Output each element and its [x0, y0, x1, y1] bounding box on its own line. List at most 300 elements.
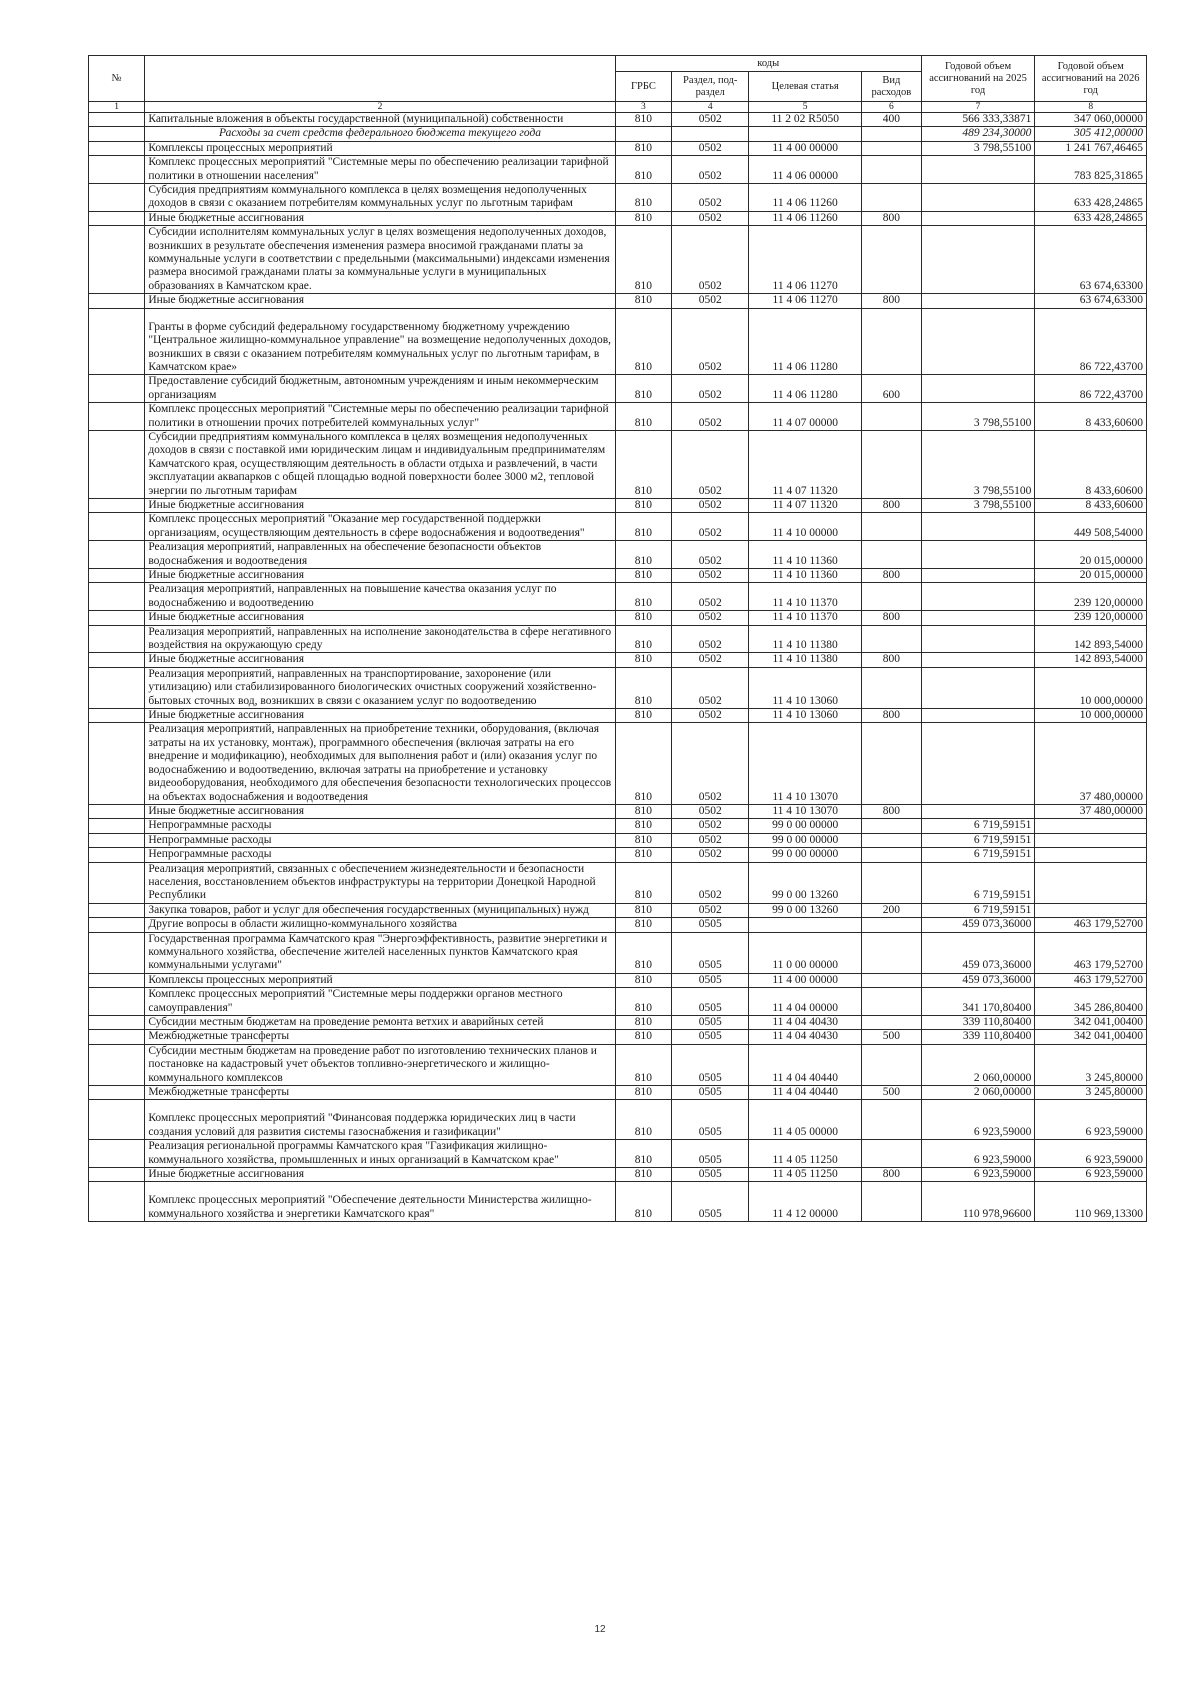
target-article-cell: 11 4 06 11270 — [749, 294, 862, 308]
grbs-cell: 810 — [615, 513, 671, 541]
grbs-cell: 810 — [615, 308, 671, 375]
grbs-cell: 810 — [615, 819, 671, 833]
row-name-cell: Капитальные вложения в объекты государственной (муниципальной) собственности — [145, 113, 615, 127]
amount-2026-cell: 463 179,52700 — [1035, 918, 1147, 932]
razdel-cell: 0502 — [672, 141, 749, 155]
expense-type-cell: 800 — [862, 653, 922, 667]
target-article-cell: 11 2 02 R5050 — [749, 113, 862, 127]
grbs-cell: 810 — [615, 1140, 671, 1168]
grbs-cell: 810 — [615, 1044, 671, 1085]
row-number-cell — [89, 141, 145, 155]
row-number-cell — [89, 918, 145, 932]
row-name-cell: Реализация мероприятий, направленных на обеспечение безопасности объектов водоснабжения и водоотведения — [145, 541, 615, 569]
amount-2026-cell: 37 480,00000 — [1035, 804, 1147, 818]
row-name-cell: Межбюджетные трансферты — [145, 1030, 615, 1044]
target-article-cell: 11 4 05 00000 — [749, 1100, 862, 1140]
razdel-cell: 0505 — [672, 1140, 749, 1168]
expense-type-cell — [862, 973, 922, 987]
row-name-cell: Субсидии местным бюджетам на проведение работ по изготовлению технических планов и постановке на кадастровый учет объектов топливно-энергетического и жилищно-коммунального комплексов — [145, 1044, 615, 1085]
row-number-cell — [89, 833, 145, 847]
grbs-cell: 810 — [615, 375, 671, 403]
row-number-cell — [89, 988, 145, 1016]
grbs-cell: 810 — [615, 294, 671, 308]
expense-type-cell — [862, 156, 922, 184]
amount-2025-cell: 459 073,36000 — [921, 918, 1035, 932]
grbs-cell: 810 — [615, 113, 671, 127]
razdel-cell: 0505 — [672, 1044, 749, 1085]
grbs-cell: 810 — [615, 498, 671, 512]
grbs-cell: 810 — [615, 1168, 671, 1182]
row-number-cell — [89, 625, 145, 653]
amount-2026-cell: 6 923,59000 — [1035, 1100, 1147, 1140]
amount-2025-cell: 6 719,59151 — [921, 862, 1035, 903]
amount-2025-cell — [921, 541, 1035, 569]
amount-2026-cell: 142 893,54000 — [1035, 653, 1147, 667]
amount-2025-cell — [921, 156, 1035, 184]
razdel-cell: 0502 — [672, 804, 749, 818]
amount-2026-cell — [1035, 833, 1147, 847]
grbs-cell: 810 — [615, 211, 671, 225]
amount-2025-cell — [921, 583, 1035, 611]
razdel-cell: 0505 — [672, 1168, 749, 1182]
table-row — [89, 1016, 1147, 1030]
row-number-cell — [89, 1100, 145, 1140]
target-article-cell: 11 4 04 40430 — [749, 1030, 862, 1044]
row-number-cell — [89, 862, 145, 903]
target-article-cell: 11 4 04 40440 — [749, 1086, 862, 1100]
expense-type-cell: 800 — [862, 498, 922, 512]
table-row — [89, 211, 1147, 225]
target-article-cell — [749, 918, 862, 932]
target-article-cell: 11 4 10 11360 — [749, 541, 862, 569]
table-row — [89, 541, 1147, 569]
expense-type-cell — [862, 1140, 922, 1168]
index-cell: 6 — [862, 102, 922, 113]
table-row — [89, 1140, 1147, 1168]
row-number-cell — [89, 1016, 145, 1030]
amount-2025-cell: 6 719,59151 — [921, 903, 1035, 917]
amount-2025-cell: 3 798,55100 — [921, 498, 1035, 512]
table-body — [89, 113, 1147, 1222]
row-name-cell: Реализация мероприятий, связанных с обеспечением жизнедеятельности и безопасности населения, восстановлением объектов инфраструктуры на территории Донецкой Народной Республики — [145, 862, 615, 903]
amount-2025-cell — [921, 611, 1035, 625]
grbs-cell: 810 — [615, 184, 671, 212]
amount-2025-cell: 566 333,33871 — [921, 113, 1035, 127]
amount-2025-cell — [921, 569, 1035, 583]
row-number-cell — [89, 723, 145, 804]
amount-2026-cell: 10 000,00000 — [1035, 667, 1147, 708]
table-row — [89, 833, 1147, 847]
grbs-cell: 810 — [615, 541, 671, 569]
amount-2025-cell: 6 719,59151 — [921, 848, 1035, 862]
table-row — [89, 819, 1147, 833]
header-2025: Годовой объем ассигнований на 2025 год — [921, 56, 1035, 102]
table-row — [89, 184, 1147, 212]
row-name-cell: Реализация мероприятий, направленных на повышение качества оказания услуг по водоснабжению и водоотведению — [145, 583, 615, 611]
target-article-cell: 11 4 05 11250 — [749, 1140, 862, 1168]
expense-type-cell — [862, 862, 922, 903]
amount-2026-cell — [1035, 848, 1147, 862]
table-row — [89, 403, 1147, 431]
amount-2026-cell: 342 041,00400 — [1035, 1030, 1147, 1044]
row-name-cell: Иные бюджетные ассигнования — [145, 211, 615, 225]
table-row — [89, 294, 1147, 308]
grbs-cell: 810 — [615, 569, 671, 583]
row-number-cell — [89, 403, 145, 431]
row-name-cell: Иные бюджетные ассигнования — [145, 611, 615, 625]
grbs-cell: 810 — [615, 833, 671, 847]
page-number: 12 — [594, 1624, 606, 1635]
header-expense-type: Вид расходов — [862, 72, 922, 102]
table-row — [89, 611, 1147, 625]
header-razdel: Раздел, под-раздел — [672, 72, 749, 102]
expense-type-cell — [862, 541, 922, 569]
razdel-cell: 0502 — [672, 625, 749, 653]
target-article-cell: 11 4 06 11280 — [749, 375, 862, 403]
row-number-cell — [89, 541, 145, 569]
amount-2026-cell: 342 041,00400 — [1035, 1016, 1147, 1030]
amount-2026-cell: 239 120,00000 — [1035, 583, 1147, 611]
target-article-cell: 11 4 04 40430 — [749, 1016, 862, 1030]
amount-2026-cell: 86 722,43700 — [1035, 375, 1147, 403]
table-row — [89, 569, 1147, 583]
target-article-cell: 11 4 10 13070 — [749, 804, 862, 818]
target-article-cell: 11 4 12 00000 — [749, 1182, 862, 1222]
target-article-cell: 11 4 06 11260 — [749, 184, 862, 212]
row-name-cell: Субсидии местным бюджетам на проведение ремонта ветхих и аварийных сетей — [145, 1016, 615, 1030]
header-2026: Годовой объем ассигнований на 2026 год — [1035, 56, 1147, 102]
target-article-cell: 11 4 04 40440 — [749, 1044, 862, 1085]
expense-type-cell — [862, 184, 922, 212]
row-name-cell: Непрограммные расходы — [145, 819, 615, 833]
row-number-cell — [89, 294, 145, 308]
target-article-cell — [749, 127, 862, 141]
row-name-cell: Комплекс процессных мероприятий "Системные меры по обеспечению реализации тарифной политики в отношении населения" — [145, 156, 615, 184]
grbs-cell: 810 — [615, 973, 671, 987]
razdel-cell: 0502 — [672, 709, 749, 723]
grbs-cell: 810 — [615, 156, 671, 184]
amount-2026-cell: 86 722,43700 — [1035, 308, 1147, 375]
row-number-cell — [89, 430, 145, 498]
amount-2026-cell: 6 923,59000 — [1035, 1140, 1147, 1168]
index-cell: 4 — [672, 102, 749, 113]
row-name-cell: Субсидия предприятиям коммунального комплекса в целях возмещения недополученных доходов в связи с оказанием потребителям коммунальных услуг по льготным тарифам — [145, 184, 615, 212]
row-name-cell: Комплекс процессных мероприятий "Финансовая поддержка юридических лиц в части создания условий для развития системы газоснабжения и газификации" — [145, 1100, 615, 1140]
row-number-cell — [89, 848, 145, 862]
row-name-cell: Комплекс процессных мероприятий "Системные меры поддержки органов местного самоуправления" — [145, 988, 615, 1016]
table-row — [89, 1086, 1147, 1100]
grbs-cell: 810 — [615, 667, 671, 708]
row-number-cell — [89, 1140, 145, 1168]
amount-2025-cell: 341 170,80400 — [921, 988, 1035, 1016]
row-name-cell: Иные бюджетные ассигнования — [145, 498, 615, 512]
expense-type-cell — [862, 667, 922, 708]
amount-2025-cell: 459 073,36000 — [921, 973, 1035, 987]
expense-type-cell — [862, 1100, 922, 1140]
row-name-cell: Реализация мероприятий, направленных на исполнение законодательства в сфере негативного воздействия на окружающую среду — [145, 625, 615, 653]
target-article-cell: 11 4 10 11380 — [749, 625, 862, 653]
razdel-cell: 0502 — [672, 211, 749, 225]
amount-2026-cell: 305 412,00000 — [1035, 127, 1147, 141]
table-row — [89, 583, 1147, 611]
table-row — [89, 667, 1147, 708]
amount-2026-cell: 10 000,00000 — [1035, 709, 1147, 723]
table-row — [89, 308, 1147, 375]
expense-type-cell: 200 — [862, 903, 922, 917]
row-name-cell: Иные бюджетные ассигнования — [145, 569, 615, 583]
razdel-cell: 0505 — [672, 932, 749, 973]
expense-type-cell — [862, 583, 922, 611]
amount-2026-cell: 8 433,60600 — [1035, 403, 1147, 431]
expense-type-cell — [862, 848, 922, 862]
amount-2026-cell: 3 245,80000 — [1035, 1044, 1147, 1085]
expense-type-cell: 800 — [862, 569, 922, 583]
table-row — [89, 932, 1147, 973]
amount-2026-cell: 8 433,60600 — [1035, 430, 1147, 498]
row-number-cell — [89, 156, 145, 184]
target-article-cell: 99 0 00 13260 — [749, 903, 862, 917]
expense-type-cell — [862, 141, 922, 155]
row-name-cell: Иные бюджетные ассигнования — [145, 653, 615, 667]
expense-type-cell: 800 — [862, 804, 922, 818]
amount-2025-cell: 3 798,55100 — [921, 430, 1035, 498]
table-row — [89, 903, 1147, 917]
razdel-cell: 0502 — [672, 308, 749, 375]
grbs-cell: 810 — [615, 583, 671, 611]
expense-type-cell — [862, 308, 922, 375]
row-name-cell: Непрограммные расходы — [145, 833, 615, 847]
grbs-cell: 810 — [615, 1016, 671, 1030]
target-article-cell: 11 4 07 11320 — [749, 430, 862, 498]
target-article-cell: 11 4 07 11320 — [749, 498, 862, 512]
expense-type-cell — [862, 1016, 922, 1030]
target-article-cell: 11 4 10 00000 — [749, 513, 862, 541]
amount-2025-cell — [921, 513, 1035, 541]
table-row — [89, 862, 1147, 903]
row-name-cell: Межбюджетные трансферты — [145, 1086, 615, 1100]
row-name-cell: Комплексы процессных мероприятий — [145, 141, 615, 155]
row-name-cell: Комплекс процессных мероприятий "Оказание мер государственной поддержки организациям, осуществляющим деятельность в сфере водоснабжения и водоотведения" — [145, 513, 615, 541]
amount-2025-cell: 2 060,00000 — [921, 1086, 1035, 1100]
row-number-cell — [89, 1168, 145, 1182]
row-number-cell — [89, 513, 145, 541]
table-row — [89, 973, 1147, 987]
expense-type-cell: 800 — [862, 709, 922, 723]
amount-2025-cell: 6 719,59151 — [921, 819, 1035, 833]
expense-type-cell — [862, 226, 922, 294]
row-number-cell — [89, 127, 145, 141]
amount-2026-cell: 633 428,24865 — [1035, 211, 1147, 225]
target-article-cell: 11 4 10 11370 — [749, 583, 862, 611]
target-article-cell: 11 4 10 13070 — [749, 723, 862, 804]
table-row — [89, 1182, 1147, 1222]
amount-2026-cell: 37 480,00000 — [1035, 723, 1147, 804]
index-cell: 7 — [921, 102, 1035, 113]
index-cell: 5 — [749, 102, 862, 113]
razdel-cell: 0502 — [672, 156, 749, 184]
amount-2025-cell: 489 234,30000 — [921, 127, 1035, 141]
razdel-cell — [672, 127, 749, 141]
row-number-cell — [89, 184, 145, 212]
row-number-cell — [89, 583, 145, 611]
expense-type-cell: 600 — [862, 375, 922, 403]
amount-2025-cell: 339 110,80400 — [921, 1016, 1035, 1030]
razdel-cell: 0502 — [672, 569, 749, 583]
razdel-cell: 0505 — [672, 1086, 749, 1100]
amount-2025-cell — [921, 184, 1035, 212]
row-name-cell: Комплекс процессных мероприятий "Системные меры по обеспечению реализации тарифной политики в отношении прочих потребителей коммунальных услуг" — [145, 403, 615, 431]
razdel-cell: 0502 — [672, 226, 749, 294]
amount-2025-cell: 2 060,00000 — [921, 1044, 1035, 1085]
amount-2026-cell — [1035, 862, 1147, 903]
header-index-row — [89, 102, 1147, 113]
target-article-cell: 99 0 00 13260 — [749, 862, 862, 903]
row-name-cell: Реализация мероприятий, направленных на транспортирование, захоронение (или утилизацию) или стабилизированного биологических очистных сооружений хозяйственно-бытовых сточных вод, возникших в связи с оказанием услуг по водоотведению — [145, 667, 615, 708]
grbs-cell: 810 — [615, 403, 671, 431]
row-name-cell: Непрограммные расходы — [145, 848, 615, 862]
razdel-cell: 0502 — [672, 403, 749, 431]
table-row — [89, 156, 1147, 184]
razdel-cell: 0502 — [672, 113, 749, 127]
amount-2025-cell — [921, 226, 1035, 294]
amount-2026-cell: 239 120,00000 — [1035, 611, 1147, 625]
grbs-cell: 810 — [615, 723, 671, 804]
row-name-cell: Комплекс процессных мероприятий "Обеспечение деятельности Министерства жилищно-коммунального хозяйства и энергетики Камчатского края" — [145, 1182, 615, 1222]
grbs-cell: 810 — [615, 709, 671, 723]
razdel-cell: 0502 — [672, 375, 749, 403]
amount-2025-cell: 339 110,80400 — [921, 1030, 1035, 1044]
expense-type-cell — [862, 513, 922, 541]
expense-type-cell: 800 — [862, 211, 922, 225]
amount-2026-cell: 1 241 767,46465 — [1035, 141, 1147, 155]
razdel-cell: 0502 — [672, 848, 749, 862]
target-article-cell: 11 4 00 00000 — [749, 973, 862, 987]
header-name — [145, 56, 615, 102]
row-number-cell — [89, 804, 145, 818]
expense-type-cell: 400 — [862, 113, 922, 127]
expense-type-cell — [862, 127, 922, 141]
header-codes: коды — [615, 56, 921, 72]
row-name-cell: Расходы за счет средств федерального бюджета текущего года — [145, 127, 615, 141]
table-row — [89, 709, 1147, 723]
amount-2025-cell — [921, 294, 1035, 308]
expense-type-cell — [862, 1182, 922, 1222]
target-article-cell: 11 4 04 00000 — [749, 988, 862, 1016]
row-number-cell — [89, 113, 145, 127]
row-name-cell: Иные бюджетные ассигнования — [145, 709, 615, 723]
razdel-cell: 0505 — [672, 973, 749, 987]
expense-type-cell: 500 — [862, 1030, 922, 1044]
target-article-cell: 11 4 00 00000 — [749, 141, 862, 155]
expense-type-cell — [862, 430, 922, 498]
budget-sheet — [88, 55, 1147, 1222]
target-article-cell: 11 4 06 00000 — [749, 156, 862, 184]
razdel-cell: 0505 — [672, 1016, 749, 1030]
table-row — [89, 430, 1147, 498]
row-number-cell — [89, 903, 145, 917]
expense-type-cell — [862, 918, 922, 932]
razdel-cell: 0502 — [672, 583, 749, 611]
amount-2025-cell: 6 923,59000 — [921, 1140, 1035, 1168]
amount-2026-cell: 63 674,63300 — [1035, 294, 1147, 308]
razdel-cell: 0502 — [672, 819, 749, 833]
grbs-cell: 810 — [615, 862, 671, 903]
index-cell: 8 — [1035, 102, 1147, 113]
expense-type-cell — [862, 403, 922, 431]
table-row — [89, 625, 1147, 653]
target-article-cell: 11 4 10 13060 — [749, 667, 862, 708]
appropriations-table — [88, 55, 1147, 1222]
grbs-cell — [615, 127, 671, 141]
row-number-cell — [89, 308, 145, 375]
grbs-cell: 810 — [615, 226, 671, 294]
target-article-cell: 11 4 10 11370 — [749, 611, 862, 625]
row-number-cell — [89, 932, 145, 973]
table-row — [89, 988, 1147, 1016]
amount-2026-cell: 449 508,54000 — [1035, 513, 1147, 541]
amount-2026-cell: 142 893,54000 — [1035, 625, 1147, 653]
amount-2025-cell: 3 798,55100 — [921, 403, 1035, 431]
target-article-cell: 99 0 00 00000 — [749, 848, 862, 862]
razdel-cell: 0502 — [672, 541, 749, 569]
expense-type-cell — [862, 625, 922, 653]
amount-2026-cell: 63 674,63300 — [1035, 226, 1147, 294]
amount-2025-cell: 459 073,36000 — [921, 932, 1035, 973]
razdel-cell: 0505 — [672, 1182, 749, 1222]
razdel-cell: 0502 — [672, 611, 749, 625]
grbs-cell: 810 — [615, 1086, 671, 1100]
index-cell: 2 — [145, 102, 615, 113]
grbs-cell: 810 — [615, 903, 671, 917]
table-row — [89, 141, 1147, 155]
amount-2026-cell: 633 428,24865 — [1035, 184, 1147, 212]
amount-2026-cell: 6 923,59000 — [1035, 1168, 1147, 1182]
razdel-cell: 0502 — [672, 723, 749, 804]
amount-2025-cell — [921, 667, 1035, 708]
target-article-cell: 11 4 10 11360 — [749, 569, 862, 583]
razdel-cell: 0502 — [672, 833, 749, 847]
target-article-cell: 11 4 06 11280 — [749, 308, 862, 375]
header-number: № — [89, 56, 145, 102]
amount-2025-cell: 6 719,59151 — [921, 833, 1035, 847]
expense-type-cell: 800 — [862, 1168, 922, 1182]
row-number-cell — [89, 819, 145, 833]
index-cell: 3 — [615, 102, 671, 113]
row-number-cell — [89, 973, 145, 987]
row-number-cell — [89, 1182, 145, 1222]
table-row — [89, 498, 1147, 512]
amount-2025-cell — [921, 625, 1035, 653]
razdel-cell: 0505 — [672, 988, 749, 1016]
amount-2025-cell: 6 923,59000 — [921, 1100, 1035, 1140]
target-article-cell: 99 0 00 00000 — [749, 819, 862, 833]
row-name-cell: Субсидии исполнителям коммунальных услуг в целях возмещения недополученных доходов, возникших в результате обеспечения изменения размера вносимой гражданами платы за коммунальные услуги в соответствии с предельными (максимальными) индексами изменения размера вносимой гражданами платы за коммунальные услуги в муниципальных образованиях в Камчатском крае. — [145, 226, 615, 294]
row-name-cell: Иные бюджетные ассигнования — [145, 294, 615, 308]
expense-type-cell — [862, 988, 922, 1016]
row-name-cell: Субсидии предприятиям коммунального комплекса в целях возмещения недополученных доходов в связи с поставкой ими юридическим лицам и индивидуальным предпринимателям Камчатского края, осуществляющим деятельность в области отдыха и развлечений, в части эксплуатации аквапарков с общей площадью водной поверхности более 3000 м2, тепловой энергии по льготным тарифам — [145, 430, 615, 498]
razdel-cell: 0502 — [672, 903, 749, 917]
expense-type-cell: 800 — [862, 294, 922, 308]
table-row — [89, 723, 1147, 804]
amount-2026-cell: 20 015,00000 — [1035, 569, 1147, 583]
table-row — [89, 1030, 1147, 1044]
table-row — [89, 1168, 1147, 1182]
table-row — [89, 513, 1147, 541]
target-article-cell: 99 0 00 00000 — [749, 833, 862, 847]
table-row — [89, 653, 1147, 667]
index-cell: 1 — [89, 102, 145, 113]
expense-type-cell: 500 — [862, 1086, 922, 1100]
